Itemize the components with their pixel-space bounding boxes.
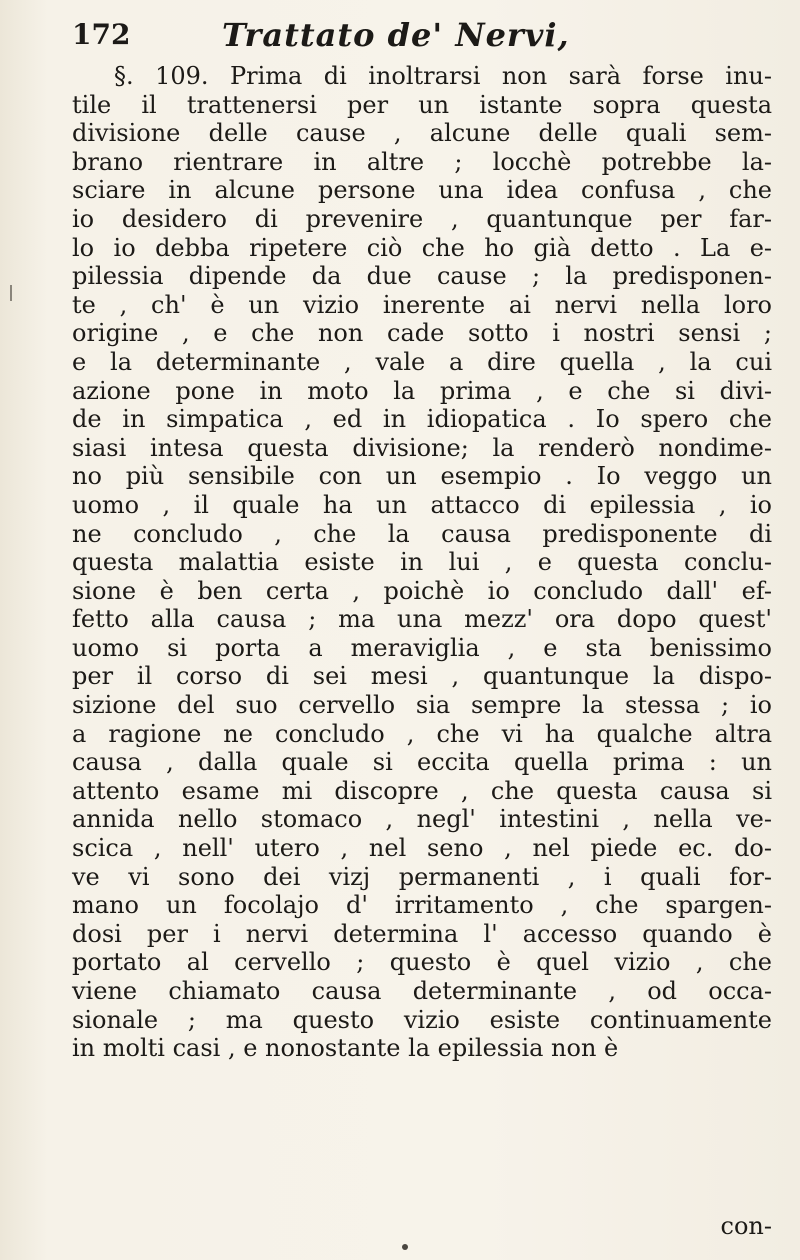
text-line: scica , nell' utero , nel seno , nel piede ec. do- <box>72 834 772 863</box>
text-line: pilessia dipende da due cause ; la predisponen- <box>72 262 772 291</box>
text-line: fetto alla causa ; ma una mezz' ora dopo quest' <box>72 605 772 634</box>
text-line: questa malattia esiste in lui , e questa conclu- <box>72 548 772 577</box>
text-line: lo io debba ripetere ciò che ho già detto . La e- <box>72 233 772 262</box>
text-line: causa , dalla quale si eccita quella prima : un <box>72 748 772 777</box>
page-header <box>72 8 772 58</box>
text-line: viene chiamato causa determinante , od occa- <box>72 977 772 1005</box>
body-text <box>72 62 772 1063</box>
text-line: azione pone in moto la prima , e che si divi- <box>72 376 772 405</box>
text-line: ve vi sono dei vizj permanenti , i quali for- <box>72 862 772 891</box>
ink-dot <box>402 1244 408 1250</box>
text-line: io desidero di prevenire , quantunque per far- <box>72 204 772 233</box>
text-line: uomo si porta a meraviglia , e sta benissimo <box>72 633 772 662</box>
text-line: attento esame mi discopre , che questa causa si <box>72 776 772 805</box>
text-line: origine , e che non cade sotto i nostri sensi ; <box>72 319 772 348</box>
text-line: divisione delle cause , alcune delle quali sem- <box>72 119 772 148</box>
text-line: portato al cervello ; questo è quel vizio , che <box>72 948 772 977</box>
text-line: in molti casi , e nonostante la epilessia non è <box>72 1034 619 1063</box>
text-line: annida nello stomaco , negl' intestini , nella ve- <box>72 805 772 834</box>
text-line: mano un focolajo d' irritamento , che spargen- <box>72 891 772 920</box>
text-line: §. 109. Prima di inoltrarsi non sarà forse inu- <box>114 62 772 90</box>
text-line: tile il trattenersi per un istante sopra questa <box>72 90 772 119</box>
catchword: con- <box>720 1212 772 1240</box>
text-line: sionale ; ma questo vizio esiste continuamente <box>72 1005 772 1034</box>
text-line: brano rientrare in altre ; locchè potrebbe la- <box>72 147 772 176</box>
running-title: Trattato de' Nervi, <box>222 16 570 54</box>
text-line: de in simpatica , ed in idiopatica . Io spero che <box>72 405 772 434</box>
text-line: uomo , il quale ha un attacco di epilessia , io <box>72 490 772 519</box>
text-line: sizione del suo cervello sia sempre la stessa ; io <box>72 691 772 720</box>
margin-mark <box>10 285 12 301</box>
text-line: sciare in alcune persone una idea confusa , che <box>72 176 772 205</box>
text-line: dosi per i nervi determina l' accesso quando è <box>72 919 772 948</box>
text-line: ne concludo , che la causa predisponente di <box>72 519 772 548</box>
text-line: e la determinante , vale a dire quella , la cui <box>72 347 772 376</box>
text-line: te , ch' è un vizio inerente ai nervi nella loro <box>72 290 772 319</box>
text-line: sione è ben certa , poichè io concludo dall' ef- <box>72 576 772 605</box>
text-line: a ragione ne concludo , che vi ha qualche altra <box>72 719 772 748</box>
text-line: per il corso di sei mesi , quantunque la dispo- <box>72 662 772 691</box>
text-line: siasi intesa questa divisione; la renderò nondime- <box>72 433 772 462</box>
text-line: no più sensibile con un esempio . Io veggo un <box>72 462 772 491</box>
page-number: 172 <box>72 18 131 51</box>
